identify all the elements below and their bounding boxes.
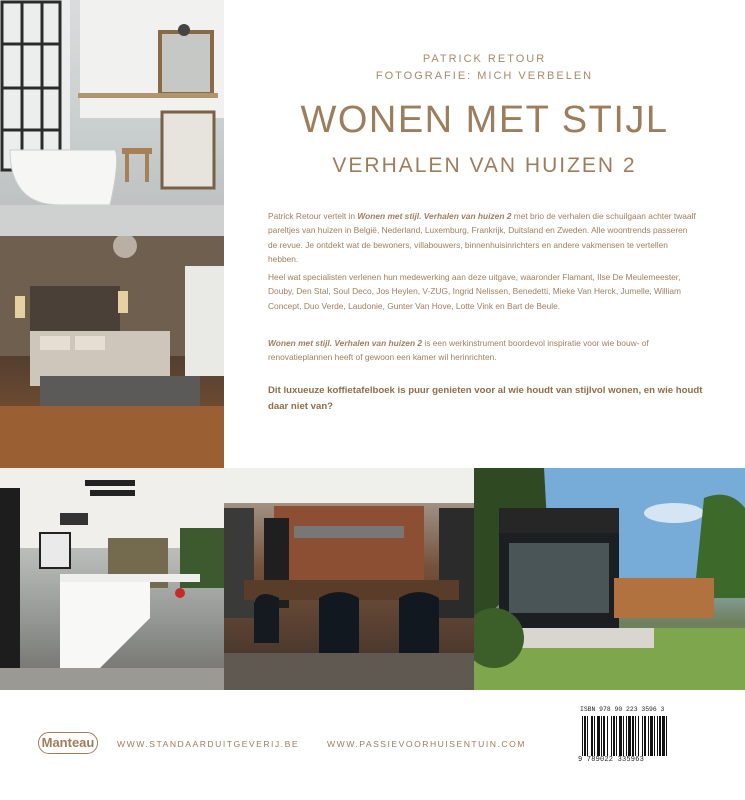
dining-room-photo xyxy=(224,468,474,690)
kitchen-photo xyxy=(0,468,224,690)
blurb-p1-book-title: Wonen met stijl. Verhalen van huizen 2 xyxy=(357,211,512,221)
book-title: WONEN MET STIJL xyxy=(300,99,669,141)
manteau-logo: Manteau xyxy=(38,732,98,754)
isbn-label: ISBN 978 90 223 3596 3 xyxy=(580,706,665,713)
bathroom-photo xyxy=(0,0,224,236)
photographer-credit: FOTOGRAFIE: MICH VERBELEN xyxy=(375,70,594,82)
blurb-p3-book-title: Wonen met stijl. Verhalen van huizen 2 xyxy=(268,338,423,348)
book-subtitle: VERHALEN VAN HUIZEN 2 xyxy=(332,154,637,177)
bedroom-photo xyxy=(0,236,224,468)
blurb-p1-intro: Patrick Retour vertelt in xyxy=(268,211,358,221)
publisher-url[interactable]: WWW.STANDAARDUITGEVERIJ.BE xyxy=(117,739,300,749)
barcode-icon xyxy=(582,716,704,756)
blurb-p3-rest: is een werkinstrument boordevol inspiratie voor wie bouw- of renovatieplannen heeft of gewoon een kamer wil herinrichten. xyxy=(268,338,649,363)
isbn-barcode xyxy=(580,706,707,766)
blurb-tagline: Dit luxueuze koffietafelboek is puur genieten voor al wie houdt van stijlvol wonen, en wie houdt daar niet van? xyxy=(268,385,703,412)
blurb-paragraph-2: Heel wat specialisten verlenen hun medewerking aan deze uitgave, waaronder Flamant, Ilse De Meulemeester, Douby, Den Stal, Soul Deco, Jos Heylen, V-ZUG, Ingrid Nelissen, Benedetti, Mieke Van Herck, Jumelle, William Concept, Duo Verde, Laudonie, Gunter Van Hove, Lotte Vink en Bart de Beule. xyxy=(268,272,682,311)
exterior-house-photo xyxy=(474,468,745,690)
blurb-p1-rest: met brio de verhalen die schuilgaan achter twaalf pareltjes van huizen in België, Nederland, Luxemburg, Frankrijk, Duitsland en Zweden. Alle woontrends passeren de revue. Je ontdekt wat de bewoners, villabouwers, binnenhuisinrichters en andere vakmensen te vertellen hebben. xyxy=(268,211,696,264)
blurb-paragraph-3 xyxy=(268,336,698,365)
blurb-paragraph-1 xyxy=(268,209,698,266)
author-name: PATRICK RETOUR xyxy=(422,53,547,65)
website-url[interactable]: WWW.PASSIEVOORHUISENTUIN.COM xyxy=(327,739,526,749)
barcode-digits: 9 789022 335963 xyxy=(578,756,645,764)
